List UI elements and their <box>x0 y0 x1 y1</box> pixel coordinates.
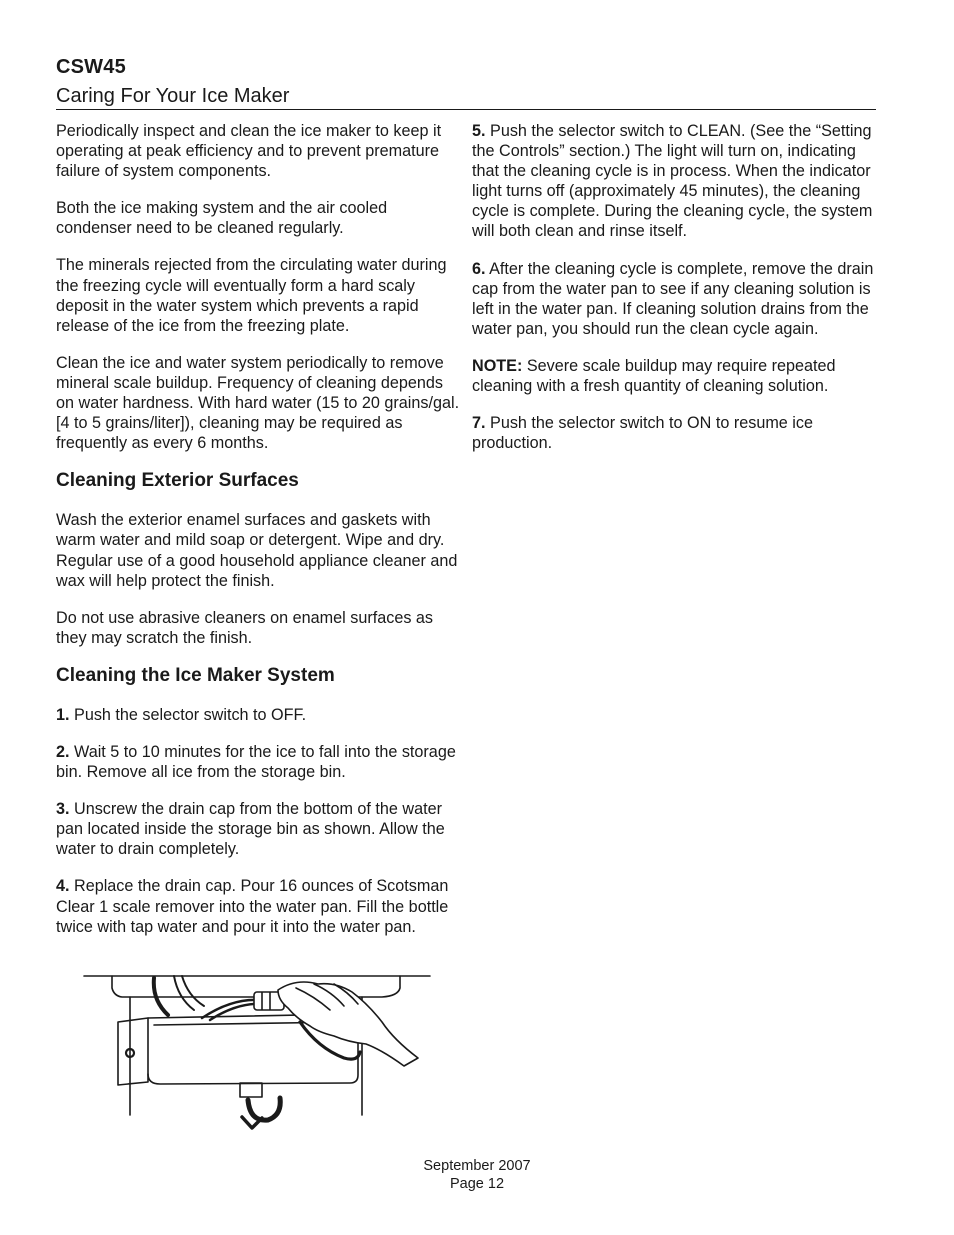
note-text: Severe scale buildup may require repeated cleaning with a fresh quantity of cleaning solution. <box>472 356 836 396</box>
exterior-heading: Cleaning Exterior Surfaces <box>56 470 299 492</box>
footer-date: September 2007 <box>423 1158 531 1174</box>
note <box>472 356 880 396</box>
tubes <box>154 976 264 1020</box>
paragraph: Both the ice making system and the air cooled condenser need to be cleaned regularly. <box>56 199 388 238</box>
step-number: 5. <box>472 122 486 140</box>
step-text: After the cleaning cycle is complete, remove the drain cap from the water pan to see if any cleaning solution is left in the water pan. If cleaning solution drains from the water pan, you should run the clean cycle again. <box>472 259 874 338</box>
step-number: 7. <box>472 414 486 433</box>
step-number: 3. <box>56 800 70 819</box>
step-text: Push the selector switch to OFF. <box>74 705 307 724</box>
page-number: Page 12 <box>449 1176 505 1192</box>
header-divider <box>56 109 876 110</box>
step-number: 6. <box>472 259 486 278</box>
step-text: Unscrew the drain cap from the bottom of the water pan located inside the storage bin as shown. Allow the water to drain completely. <box>56 800 445 859</box>
left-column <box>56 121 462 954</box>
step-1 <box>56 705 462 725</box>
step-text: Wait 5 to 10 minutes for the ice to fall into the storage bin. Remove all ice from the storage bin. <box>56 742 456 782</box>
step-text: Push the selector switch to ON to resume ice production. <box>472 414 813 453</box>
step-text: Push the selector switch to CLEAN. (See the “Setting the Controls” section.) The light will turn on, indicating that the cleaning cycle is in process. When the indicator light turns off (approximately 45 minutes), the cleaning cycle is complete. During the cleaning cycle, the system will both clean and rinse itself. <box>472 122 873 241</box>
note-label: NOTE: <box>472 356 523 375</box>
model-number: CSW45 <box>56 56 126 78</box>
step-number: 4. <box>56 877 70 896</box>
step-number: 2. <box>56 742 70 761</box>
hand-icon <box>278 982 418 1066</box>
step-text: Replace the drain cap. Pour 16 ounces of Scotsman Clear 1 scale remover into the water pan. Fill the bottle twice with tap water and pour it into the water pan. <box>56 877 449 936</box>
step-3 <box>56 799 462 859</box>
section-title: Caring For Your Ice Maker <box>56 85 290 107</box>
paragraph: Periodically inspect and clean the ice maker to keep it operating at peak efficiency and to prevent premature failure of system components. <box>56 122 442 181</box>
step-4 <box>56 876 462 936</box>
step-2 <box>56 742 462 782</box>
paragraph: Clean the ice and water system periodically to remove mineral scale buildup. Frequency of cleaning depends on water hardness. With hard water (15 to 20 grains/gal. [4 to 5 grains/liter]), cleaning may be required as frequently as every 6 months. <box>56 353 460 453</box>
step-number: 1. <box>56 705 70 724</box>
right-column <box>472 121 880 470</box>
step-5 <box>472 121 880 242</box>
step-6 <box>472 259 880 339</box>
rotate-arrow-icon <box>242 1098 280 1128</box>
step-7 <box>472 413 880 453</box>
paragraph: The minerals rejected from the circulating water during the freezing cycle will eventually form a hard scaly deposit in the water system which prevents a rapid release of the ice from the freezing plate. <box>56 256 447 335</box>
system-heading: Cleaning the Ice Maker System <box>56 664 335 686</box>
paragraph: Do not use abrasive cleaners on enamel surfaces as they may scratch the finish. <box>56 608 434 647</box>
paragraph: Wash the exterior enamel surfaces and gaskets with warm water and mild soap or detergent. Wipe and dry. Regular use of a good household appliance cleaner and wax will help protect the finish. <box>56 511 458 590</box>
drain-cap-illustration <box>82 970 432 1135</box>
